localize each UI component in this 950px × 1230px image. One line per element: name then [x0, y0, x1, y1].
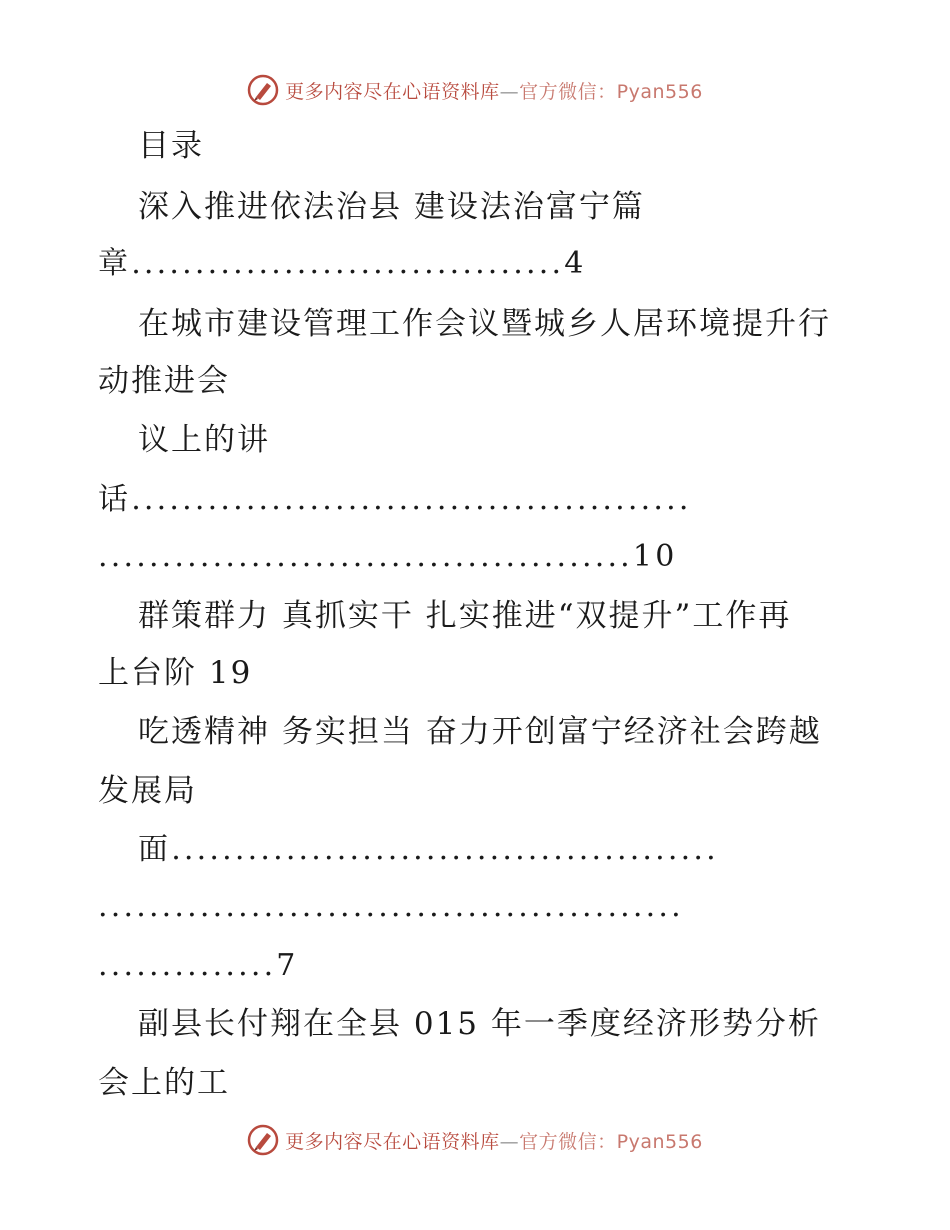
- watermark-separator: —: [499, 1130, 520, 1153]
- watermark-separator: —: [499, 80, 520, 103]
- watermark-brand: 更多内容尽在心语资料库: [285, 80, 500, 103]
- toc-line: 群策群力 真抓实干 扎实推进“双提升”工作再: [138, 598, 792, 634]
- toc-line: 话............................................: [98, 482, 692, 517]
- toc-line: 发展局: [98, 773, 197, 809]
- toc-line: 吃透精神 务实担当 奋力开创富宁经济社会跨越: [138, 714, 822, 750]
- toc-line: 面...........................................: [138, 832, 719, 867]
- watermark-contact: 官方微信：Pyan556: [519, 80, 703, 103]
- toc-line: 在城市建设管理工作会议暨城乡人居环境提升行: [138, 306, 831, 342]
- toc-line: ..............................................: [98, 889, 684, 924]
- watermark-banner-bottom: [0, 1120, 950, 1160]
- toc-line: 上台阶 19: [98, 655, 253, 691]
- watermark-text: [285, 77, 703, 104]
- watermark-banner-top: [0, 70, 950, 110]
- toc-line: 议上的讲: [138, 422, 270, 458]
- toc-line: 章..................................4: [98, 246, 587, 281]
- toc-line: 深入推进依法治县 建设法治富宁篇: [138, 189, 645, 225]
- toc-line: 会上的工: [98, 1065, 230, 1101]
- watermark-contact: 官方微信：Pyan556: [519, 1130, 703, 1153]
- toc-heading: 目录: [138, 128, 204, 164]
- watermark-text: [285, 1127, 703, 1154]
- toc-line: 副县长付翔在全县 015 年一季度经济形势分析: [138, 1006, 821, 1042]
- watermark-brand: 更多内容尽在心语资料库: [285, 1130, 500, 1153]
- pen-logo-icon: [247, 1124, 279, 1156]
- toc-line: ..........................................10: [98, 539, 678, 574]
- toc-line: ..............7: [98, 948, 299, 983]
- toc-line: 动推进会: [98, 363, 230, 399]
- pen-logo-icon: [247, 74, 279, 106]
